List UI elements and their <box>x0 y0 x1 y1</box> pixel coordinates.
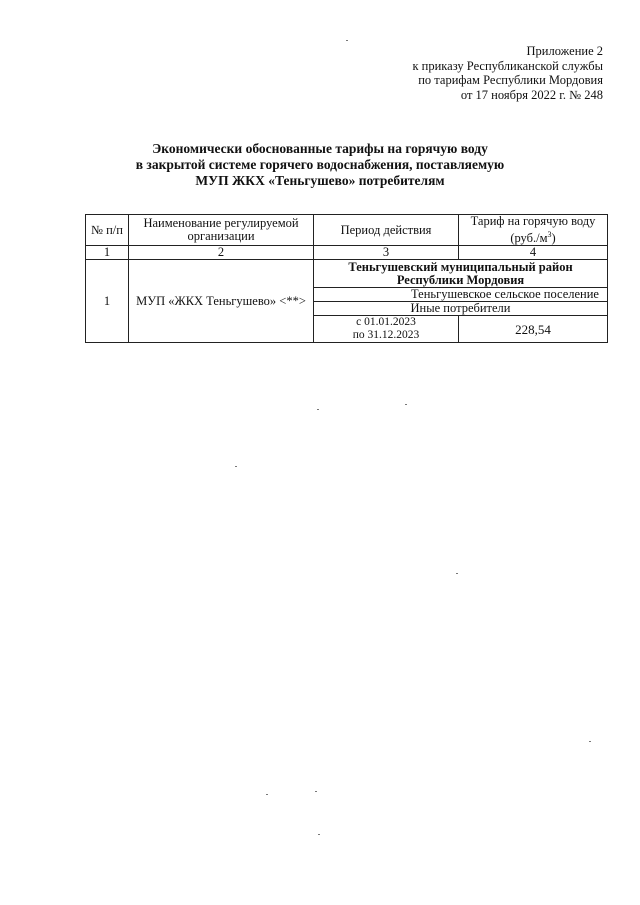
speck <box>589 741 591 742</box>
row-num: 1 <box>86 260 129 343</box>
row-value: 228,54 <box>459 316 608 343</box>
title-line-1: Экономически обоснованные тарифы на горячую воду <box>152 141 488 156</box>
col-number: 3 <box>314 246 459 260</box>
speck <box>346 40 348 41</box>
title-line-2: в закрытой системе горячего водоснабжения, поставляемую <box>135 157 505 172</box>
speck <box>235 466 237 467</box>
header-tariff <box>459 215 608 246</box>
header-period: Период действия <box>314 215 459 246</box>
appendix-line-4: от 17 ноября 2022 г. № 248 <box>460 87 603 102</box>
appendix-line-2: к приказу Республиканской службы <box>412 58 603 73</box>
speck <box>266 794 268 795</box>
row-period <box>314 316 459 343</box>
row-consumers: Иные потребители <box>314 302 608 316</box>
title-line-3: МУП ЖКХ «Теньгушево» потребителям <box>195 173 445 188</box>
speck <box>405 404 407 405</box>
table-header-row <box>86 215 608 246</box>
tariff-table <box>85 214 608 343</box>
speck <box>456 573 458 574</box>
row-region: Теньгушевский муниципальный район Республики Мордовия <box>314 260 608 288</box>
header-tariff-suffix: ) <box>551 231 556 246</box>
table-row <box>86 260 608 288</box>
header-org: Наименование регулируемой организации <box>129 215 314 246</box>
header-tariff-text: Тариф на горячую воду (руб./м <box>470 214 596 246</box>
period-to: по 31.12.2023 <box>352 329 420 342</box>
period-from: с 01.01.2023 <box>356 316 416 329</box>
speck <box>318 834 320 835</box>
document-title <box>0 141 640 189</box>
header-tariff-sup: 3 <box>547 230 552 239</box>
col-number: 2 <box>129 246 314 260</box>
col-number: 4 <box>459 246 608 260</box>
header-num: № п/п <box>86 215 129 246</box>
speck <box>315 791 317 792</box>
speck <box>317 409 319 410</box>
column-numbers-row <box>86 246 608 260</box>
row-org: МУП «ЖКХ Теньгушево» <**> <box>129 260 314 343</box>
appendix-block <box>412 44 603 102</box>
col-number: 1 <box>86 246 129 260</box>
appendix-line-1: Приложение 2 <box>526 44 603 58</box>
appendix-line-3: по тарифам Республики Мордовия <box>418 73 603 87</box>
row-settlement: Теньгушевское сельское поселение <box>314 288 608 302</box>
